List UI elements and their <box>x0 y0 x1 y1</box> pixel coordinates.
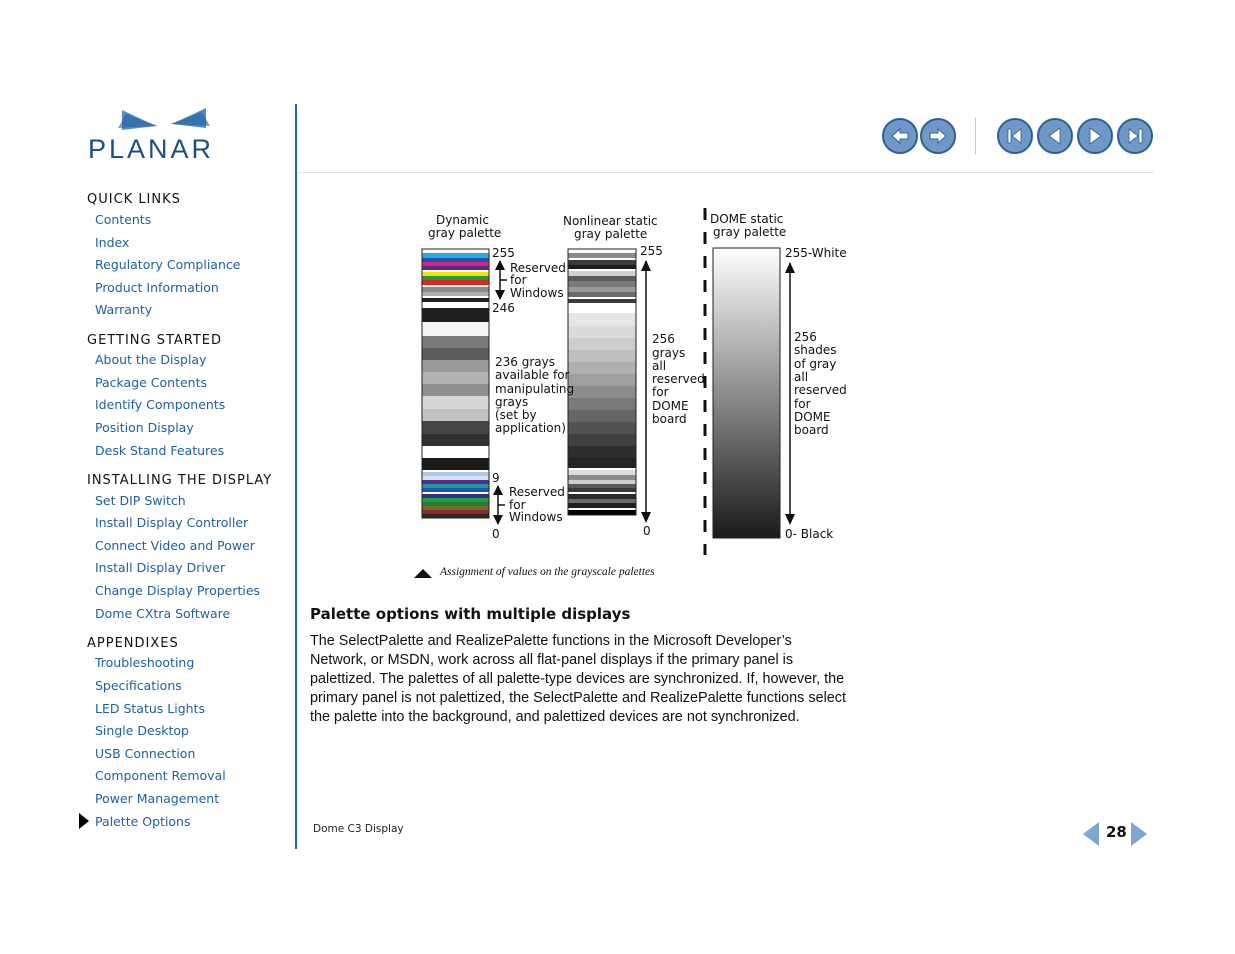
reserved-bottom-line1: Reserved <box>509 485 565 499</box>
link-warranty[interactable]: Warranty <box>95 302 153 317</box>
col2-band <box>568 287 636 292</box>
col1-band <box>422 298 489 302</box>
col2-band <box>568 458 636 468</box>
page-next-arrow-icon[interactable] <box>1131 822 1147 846</box>
link-package-contents[interactable]: Package Contents <box>95 375 208 390</box>
col2-band <box>568 269 636 271</box>
arrow-down-icon <box>495 290 505 300</box>
col1-band <box>422 302 489 308</box>
link-about-the-display[interactable]: About the Display <box>95 352 207 367</box>
current-page-pointer-icon <box>79 813 89 829</box>
nav-separator <box>975 118 976 154</box>
col1-band <box>422 272 489 276</box>
header-rule <box>298 172 1154 173</box>
col1-band <box>422 498 489 502</box>
col3-note-line3: of gray <box>794 357 837 371</box>
col1-band <box>422 502 489 506</box>
arrow-up-icon <box>785 262 795 273</box>
section-heading: Palette options with multiple displays <box>310 605 631 623</box>
col1-band <box>422 285 489 287</box>
link-led-status-lights[interactable]: LED Status Lights <box>95 701 205 716</box>
col1-band <box>422 514 489 518</box>
col2-band <box>568 292 636 297</box>
col2-label-0: 0 <box>643 524 651 538</box>
col2-band <box>568 494 636 499</box>
col3-title-line2: gray palette <box>713 225 787 239</box>
col2-title-line1: Nonlinear static <box>563 214 658 228</box>
col3-title-line1: DOME static <box>710 212 784 226</box>
col1-label-9: 9 <box>492 471 500 485</box>
section-appendixes: APPENDIXES <box>87 636 179 651</box>
link-position-display[interactable]: Position Display <box>95 420 194 435</box>
previous-page-button[interactable] <box>1037 118 1073 154</box>
col2-band <box>568 422 636 434</box>
col2-title-line2: gray palette <box>574 227 648 241</box>
col1-title-line2: gray palette <box>428 226 502 240</box>
dome-gradient-bar <box>713 248 780 538</box>
col1-band <box>422 480 489 484</box>
col2-band <box>568 281 636 287</box>
link-power-management[interactable]: Power Management <box>95 791 220 806</box>
col2-band <box>568 510 636 515</box>
col1-band <box>422 372 489 384</box>
page-prev-arrow-icon[interactable] <box>1083 822 1099 846</box>
reserved-bottom-line2: for <box>509 498 526 512</box>
col2-band <box>568 468 636 470</box>
footer-doc-title: Dome C3 Display <box>313 823 404 835</box>
arrow-left-icon <box>889 125 911 147</box>
col1-band <box>422 266 489 270</box>
col1-band <box>422 258 489 262</box>
col1-band <box>422 510 489 514</box>
col2-band <box>568 362 636 374</box>
col1-band <box>422 484 489 488</box>
section-getting-started: GETTING STARTED <box>87 333 223 348</box>
col2-band <box>568 350 636 362</box>
sidebar-divider <box>295 104 297 849</box>
col2-band <box>568 326 636 338</box>
col2-band <box>568 434 636 446</box>
col1-band <box>422 472 489 476</box>
reserved-top-line2: for <box>510 273 527 287</box>
link-product-information[interactable]: Product Information <box>95 280 219 295</box>
col1-band <box>422 336 489 348</box>
col2-band <box>568 297 636 299</box>
col1-label-0: 0 <box>492 527 500 541</box>
arrow-down-icon <box>785 514 795 525</box>
col1-band <box>422 287 489 292</box>
link-regulatory-compliance[interactable]: Regulatory Compliance <box>95 257 241 272</box>
col2-band <box>568 470 636 475</box>
col1-band <box>422 262 489 266</box>
link-component-removal[interactable]: Component Removal <box>95 768 226 783</box>
arrow-down-icon <box>641 512 651 523</box>
previous-view-button[interactable] <box>882 118 918 154</box>
caption-triangle-icon <box>414 569 432 578</box>
col2-band <box>568 484 636 488</box>
page-number: 28 <box>1106 823 1127 841</box>
col1-band <box>422 308 489 322</box>
col1-band <box>422 296 489 298</box>
col1-middle-line2: available for <box>495 368 570 382</box>
col2-note-line2: grays <box>652 346 686 360</box>
col2-label-255: 255 <box>640 244 663 258</box>
col1-band <box>422 492 489 494</box>
col2-band <box>568 249 636 253</box>
arrow-up-icon <box>493 485 503 495</box>
col1-band <box>422 476 489 480</box>
col1-label-246: 246 <box>492 301 515 315</box>
col1-title-line1: Dynamic <box>436 213 489 227</box>
col1-middle-line4: grays <box>495 395 529 409</box>
col2-band <box>568 499 636 503</box>
col2-note-line3: all <box>652 359 667 373</box>
section-quick-links: QUICK LINKS <box>87 192 181 207</box>
col1-band <box>422 470 489 472</box>
col1-middle-line6: application) <box>495 421 566 435</box>
col1-band <box>422 458 489 470</box>
col1-band <box>422 409 489 421</box>
reserved-bottom-line3: Windows <box>509 510 563 524</box>
col2-band <box>568 398 636 410</box>
triangle-left-icon <box>1044 125 1066 147</box>
col1-band <box>422 292 489 296</box>
link-single-desktop[interactable]: Single Desktop <box>95 723 189 738</box>
col2-band <box>568 258 636 260</box>
col1-band <box>422 270 489 272</box>
arrow-right-icon <box>927 125 949 147</box>
first-page-button[interactable] <box>997 118 1033 154</box>
col1-band <box>422 506 489 510</box>
col2-band <box>568 271 636 276</box>
col3-note-line6: for <box>794 397 811 411</box>
grayscale-palette-diagram <box>400 205 860 560</box>
link-change-display-properties[interactable]: Change Display Properties <box>95 583 261 598</box>
col2-band <box>568 260 636 265</box>
nonlinear-palette-bars <box>568 249 636 515</box>
col3-note-line7: DOME <box>794 410 831 424</box>
col3-note-line8: board <box>794 423 829 437</box>
col3-note-line1: 256 <box>794 330 817 344</box>
col1-middle-line5: (set by <box>495 408 537 422</box>
col1-band <box>422 421 489 434</box>
arrow-up-icon <box>641 260 651 271</box>
col2-band <box>568 374 636 386</box>
col1-middle-line3: manipulating <box>495 382 575 396</box>
col2-note-line6: DOME <box>652 399 689 413</box>
col1-band <box>422 249 489 253</box>
col2-band <box>568 299 636 303</box>
link-identify-components[interactable]: Identify Components <box>95 397 226 412</box>
col3-note-line5: reserved <box>794 383 847 397</box>
link-palette-options[interactable]: Palette Options <box>95 814 191 829</box>
reserved-top-line1: Reserved <box>510 261 566 275</box>
link-contents[interactable]: Contents <box>95 212 152 227</box>
col1-band <box>422 446 489 458</box>
col2-band <box>568 508 636 510</box>
section-installing-the-display: INSTALLING THE DISPLAY <box>87 473 273 488</box>
reserved-top-line3: Windows <box>510 286 564 300</box>
col2-band <box>568 265 636 269</box>
col2-band <box>568 410 636 422</box>
col1-band <box>422 348 489 360</box>
col2-note-line7: board <box>652 412 687 426</box>
col2-band <box>568 276 636 281</box>
planar-logo-text: PLANAR <box>88 134 215 164</box>
col1-band <box>422 322 489 336</box>
col2-note-line4: reserved <box>652 372 705 386</box>
col2-band <box>568 488 636 492</box>
col2-band <box>568 492 636 494</box>
col1-band <box>422 360 489 372</box>
col2-band <box>568 503 636 508</box>
arrow-down-icon <box>493 515 503 525</box>
col2-note-line5: for <box>652 385 669 399</box>
col1-band <box>422 494 489 498</box>
col1-band <box>422 384 489 396</box>
skip-first-icon <box>1004 125 1026 147</box>
triangle-right-icon <box>1084 125 1106 147</box>
col2-note-line1: 256 <box>652 332 675 346</box>
col3-label-white: 255-White <box>785 246 847 260</box>
col2-band <box>568 303 636 313</box>
col2-band <box>568 475 636 480</box>
link-set-dip-switch[interactable]: Set DIP Switch <box>95 493 186 508</box>
col1-middle-line1: 236 grays <box>495 355 555 369</box>
col2-band <box>568 386 636 398</box>
col1-band <box>422 396 489 409</box>
arrow-up-icon <box>495 260 505 270</box>
figure-caption: Assignment of values on the grayscale palettes <box>440 566 655 578</box>
col3-note-line4: all <box>794 370 809 384</box>
link-troubleshooting[interactable]: Troubleshooting <box>95 655 195 670</box>
col2-band <box>568 480 636 484</box>
link-install-display-controller[interactable]: Install Display Controller <box>95 515 249 530</box>
col1-band <box>422 280 489 285</box>
col2-band <box>568 338 636 350</box>
col1-band <box>422 434 489 446</box>
last-page-button[interactable] <box>1117 118 1153 154</box>
col2-band <box>568 253 636 258</box>
col2-band <box>568 446 636 458</box>
skip-last-icon <box>1124 125 1146 147</box>
col1-band <box>422 488 489 492</box>
next-page-button[interactable] <box>1077 118 1113 154</box>
next-view-button[interactable] <box>920 118 956 154</box>
col3-note-line2: shades <box>794 343 837 357</box>
link-desk-stand-features[interactable]: Desk Stand Features <box>95 443 225 458</box>
link-dome-cxtra-software[interactable]: Dome CXtra Software <box>95 606 231 621</box>
link-usb-connection[interactable]: USB Connection <box>95 746 196 761</box>
link-specifications[interactable]: Specifications <box>95 678 182 693</box>
dynamic-palette-bars <box>422 249 489 518</box>
col1-band <box>422 276 489 280</box>
link-install-display-driver[interactable]: Install Display Driver <box>95 560 226 575</box>
link-index[interactable]: Index <box>95 235 130 250</box>
col1-label-255: 255 <box>492 246 515 260</box>
col2-band <box>568 313 636 326</box>
col3-label-black: 0- Black <box>785 527 834 541</box>
col1-band <box>422 253 489 258</box>
link-connect-video-and-power[interactable]: Connect Video and Power <box>95 538 255 553</box>
body-paragraph: The SelectPalette and RealizePalette functions in the Microsoft Developer’s Network, or MSDN, work across all flat-panel displays if the primary panel is palettized. The palettes of all palette-type devices are synchronized. If, however, the primary panel is not palettized, the SelectPalette and RealizePalette functions select the palette into the background, and palettized devices are not synchronized. <box>310 633 846 725</box>
